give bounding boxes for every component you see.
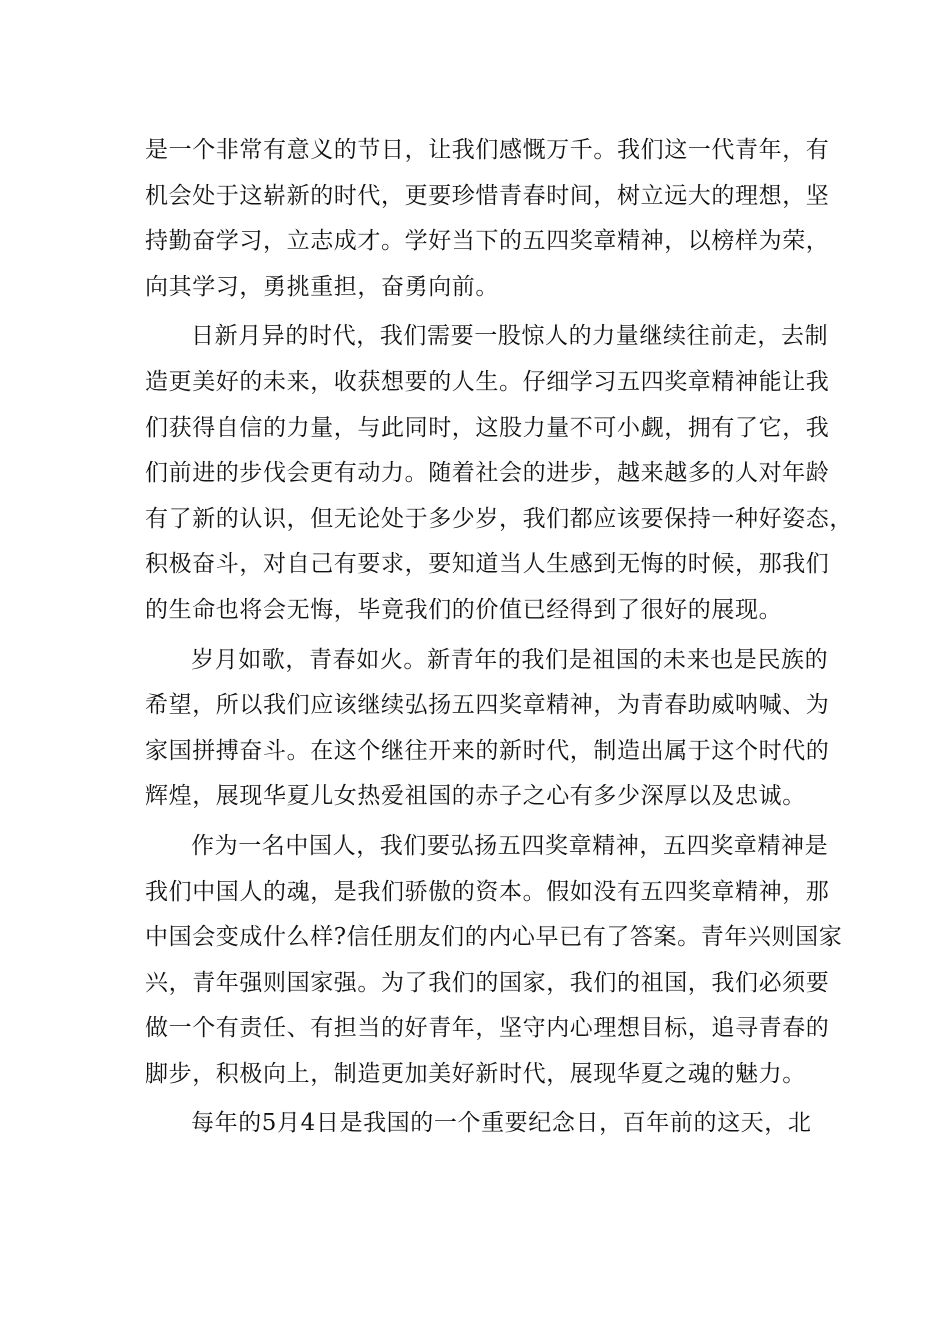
paragraph-line: 家国拼搏奋斗。在这个继往开来的新时代，制造出属于这个时代的	[145, 737, 830, 764]
paragraph-line: 向其学习，勇挑重担，奋勇向前。	[145, 273, 499, 300]
paragraph-line: 机会处于这崭新的时代，更要珍惜青春时间，树立远大的理想，坚	[145, 182, 830, 209]
paragraph-line: 岁月如歌，青春如火。新青年的我们是祖国的未来也是民族的	[191, 646, 829, 673]
paragraph-2	[145, 314, 853, 633]
document-body	[145, 128, 853, 1151]
paragraph-line: 脚步，积极向上，制造更加美好新时代，展现华夏之魂的魅力。	[145, 1060, 806, 1087]
paragraph-line: 造更美好的未来，收获想要的人生。仔细学习五四奖章精神能让我	[145, 368, 830, 395]
paragraph-1	[145, 128, 830, 310]
paragraph-line: 我们中国人的魂，是我们骄傲的资本。假如没有五四奖章精神，那	[145, 878, 830, 905]
paragraph-line: 是一个非常有意义的节日，让我们感慨万千。我们这一代青年，有	[145, 137, 830, 163]
paragraph-line: 做一个有责任、有担当的好青年，坚守内心理想目标，追寻青春的	[145, 1015, 830, 1042]
paragraph-line: 希望，所以我们应该继续弘扬五四奖章精神，为青春助威呐喊、为	[145, 692, 830, 719]
paragraph-line: 中国会变成什么样?信任朋友们的内心早已有了答案。青年兴则国家	[145, 924, 843, 951]
paragraph-line: 们获得自信的力量，与此同时，这股力量不可小觑，拥有了它，我	[145, 414, 830, 441]
paragraph-line: 有了新的认识，但无论处于多少岁，我们都应该要保持一种好姿态，	[145, 505, 853, 532]
paragraph-3	[145, 638, 830, 820]
paragraph-line: 日新月异的时代，我们需要一股惊人的力量继续往前走，去制	[191, 323, 829, 350]
paragraph-line: 作为一名中国人，我们要弘扬五四奖章精神，五四奖章精神是	[191, 832, 829, 859]
paragraph-line: 们前进的步伐会更有动力。随着社会的进步，越来越多的人对年龄	[145, 460, 830, 487]
paragraph-5	[145, 1101, 812, 1147]
paragraph-line: 每年的5月4日是我国的一个重要纪念日，百年前的这天，北	[191, 1110, 812, 1137]
paragraph-line: 的生命也将会无悔，毕竟我们的价值已经得到了很好的展现。	[145, 596, 783, 623]
paragraph-line: 持勤奋学习，立志成才。学好当下的五四奖章精神，以榜样为荣，	[145, 228, 830, 255]
paragraph-4	[145, 824, 843, 1098]
paragraph-line: 辉煌，展现华夏儿女热爱祖国的赤子之心有多少深厚以及忠诚。	[145, 783, 806, 810]
paragraph-line: 兴，青年强则国家强。为了我们的国家，我们的祖国，我们必须要	[145, 969, 830, 996]
paragraph-line: 积极奋斗，对自己有要求，要知道当人生感到无悔的时候，那我们	[145, 551, 830, 578]
